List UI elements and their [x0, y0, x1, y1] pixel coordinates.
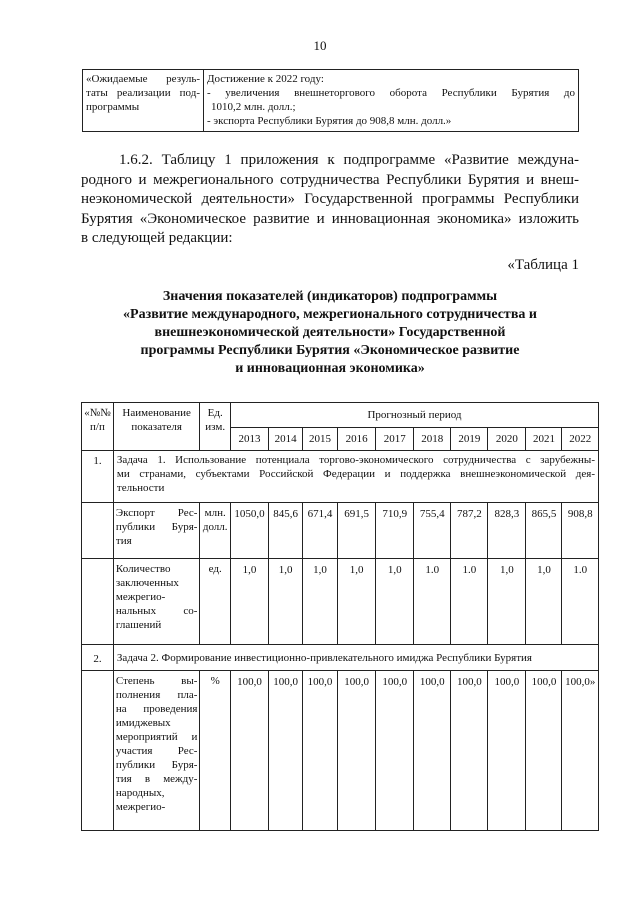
- value-cell: 100,0: [230, 671, 268, 831]
- paragraph-line: в следующей редакции:: [81, 230, 233, 246]
- table-reference: «Таблица 1: [507, 257, 579, 273]
- value-cell: 691,5: [338, 503, 376, 559]
- task-number: 2.: [82, 645, 114, 671]
- value-cell: 1,0: [303, 559, 338, 645]
- year-cell: 2021: [526, 428, 562, 451]
- task-number: 1.: [82, 451, 114, 503]
- year-cell: 2013: [230, 428, 268, 451]
- indicator-row-agreements: [82, 559, 599, 645]
- value-cell: 845,6: [269, 503, 303, 559]
- expected-results-table: [82, 69, 579, 132]
- indicator-unit: ед.: [200, 559, 231, 645]
- value-cell: 1.0: [562, 559, 599, 645]
- value-cell: 100,0: [376, 671, 414, 831]
- year-cell: 2019: [451, 428, 488, 451]
- empty-num-cell: [82, 559, 114, 645]
- value-cell: 100,0: [414, 671, 451, 831]
- expected-results-value: [204, 70, 579, 132]
- paragraph-line: 1.6.2. Таблицу 1 приложения к подпрограмме «Развитие междуна-: [119, 152, 579, 168]
- col-header-num: «№№ п/п: [82, 403, 114, 451]
- indicator-name: Степень вы- полнения пла- на проведения имиджевых мероприятий и участия Рес- публики Буря- тия в между- народных, межрегио-: [113, 671, 200, 831]
- paragraph-line: неэкономической деятельности» Государственной программы Республики: [81, 191, 579, 207]
- value-cell: 1,0: [376, 559, 414, 645]
- label-line: «Ожидаемые резуль-: [86, 73, 200, 85]
- value-cell: 1,0: [338, 559, 376, 645]
- amendment-paragraph: [81, 151, 579, 249]
- table-heading: [60, 288, 600, 378]
- value-line: Достижение к 2022 году:: [207, 73, 324, 85]
- col-header-name: Наименование показателя: [113, 403, 200, 451]
- indicator-name: Экспорт Рес- публики Буря- тия: [113, 503, 200, 559]
- indicators-table: [81, 402, 599, 831]
- label-line: программы: [86, 101, 140, 113]
- value-cell: 100,0: [269, 671, 303, 831]
- value-line: 1010,2 млн. долл.;: [211, 101, 296, 113]
- value-cell: 787,2: [451, 503, 488, 559]
- value-cell: 1,0: [230, 559, 268, 645]
- value-cell: 100,0: [488, 671, 526, 831]
- task-row-1: [82, 451, 599, 503]
- value-cell: 100,0: [303, 671, 338, 831]
- value-cell: 1,0: [488, 559, 526, 645]
- year-cell: 2015: [303, 428, 338, 451]
- header-row: [82, 403, 599, 428]
- task-row-2: [82, 645, 599, 671]
- year-cell: 2022: [562, 428, 599, 451]
- value-line: - увеличения внешнеторгового оборота Республики Бурятия до: [207, 87, 575, 99]
- value-cell: 100,0: [526, 671, 562, 831]
- year-cell: 2016: [338, 428, 376, 451]
- year-cell: 2018: [414, 428, 451, 451]
- year-cell: 2020: [488, 428, 526, 451]
- value-line: - экспорта Республики Бурятия до 908,8 млн. долл.»: [207, 115, 452, 127]
- value-cell: 1.0: [451, 559, 488, 645]
- year-cell: 2014: [269, 428, 303, 451]
- col-header-unit: Ед. изм.: [200, 403, 231, 451]
- page-number: 10: [313, 38, 327, 53]
- value-cell: 908,8: [562, 503, 599, 559]
- heading-line: «Развитие международного, межрегионального сотрудничества и: [123, 307, 537, 322]
- value-cell: 1,0: [269, 559, 303, 645]
- heading-line: и инновационная экономика»: [235, 361, 425, 376]
- heading-line: программы Республики Бурятия «Экономическое развитие: [140, 343, 520, 358]
- heading-line: Значения показателей (индикаторов) подпрограммы: [162, 289, 498, 304]
- expected-results-label: [83, 70, 204, 132]
- label-line: таты реализации под-: [86, 87, 200, 99]
- indicator-unit: млн. долл.: [200, 503, 231, 559]
- value-cell: 100,0: [338, 671, 376, 831]
- indicator-row-image: [82, 671, 599, 831]
- paragraph-line: родного и межрегионального сотрудничества Республики Бурятия и внеш-: [81, 171, 579, 188]
- year-cell: 2017: [376, 428, 414, 451]
- value-cell: 100,0»: [562, 671, 599, 831]
- task-description: Задача 2. Формирование инвестиционно-привлекательного имиджа Республики Бурятия: [113, 645, 598, 671]
- task-description: Задача 1. Использование потенциала торгово-экономического сотрудничества с зарубежны- ми странами, субъектами Российской Федерации и поддержка внешнеэкономической дея- тельности: [113, 451, 598, 503]
- indicator-name: Количество заключенных межрегио- нальных со- глашений: [113, 559, 200, 645]
- value-cell: 671,4: [303, 503, 338, 559]
- value-cell: 1,0: [526, 559, 562, 645]
- value-cell: 1.0: [414, 559, 451, 645]
- value-cell: 100,0: [451, 671, 488, 831]
- col-header-forecast: Прогнозный период: [230, 403, 598, 428]
- empty-num-cell: [82, 503, 114, 559]
- paragraph-line: Бурятия «Экономическое развитие и инновационная экономика» изложить: [81, 210, 579, 227]
- heading-line: внешнеэкономической деятельности» Государственной: [154, 325, 506, 340]
- indicator-unit: %: [200, 671, 231, 831]
- indicator-row-export: [82, 503, 599, 559]
- value-cell: 828,3: [488, 503, 526, 559]
- value-cell: 865,5: [526, 503, 562, 559]
- value-cell: 710,9: [376, 503, 414, 559]
- value-cell: 755,4: [414, 503, 451, 559]
- empty-num-cell: [82, 671, 114, 831]
- value-cell: 1050,0: [230, 503, 268, 559]
